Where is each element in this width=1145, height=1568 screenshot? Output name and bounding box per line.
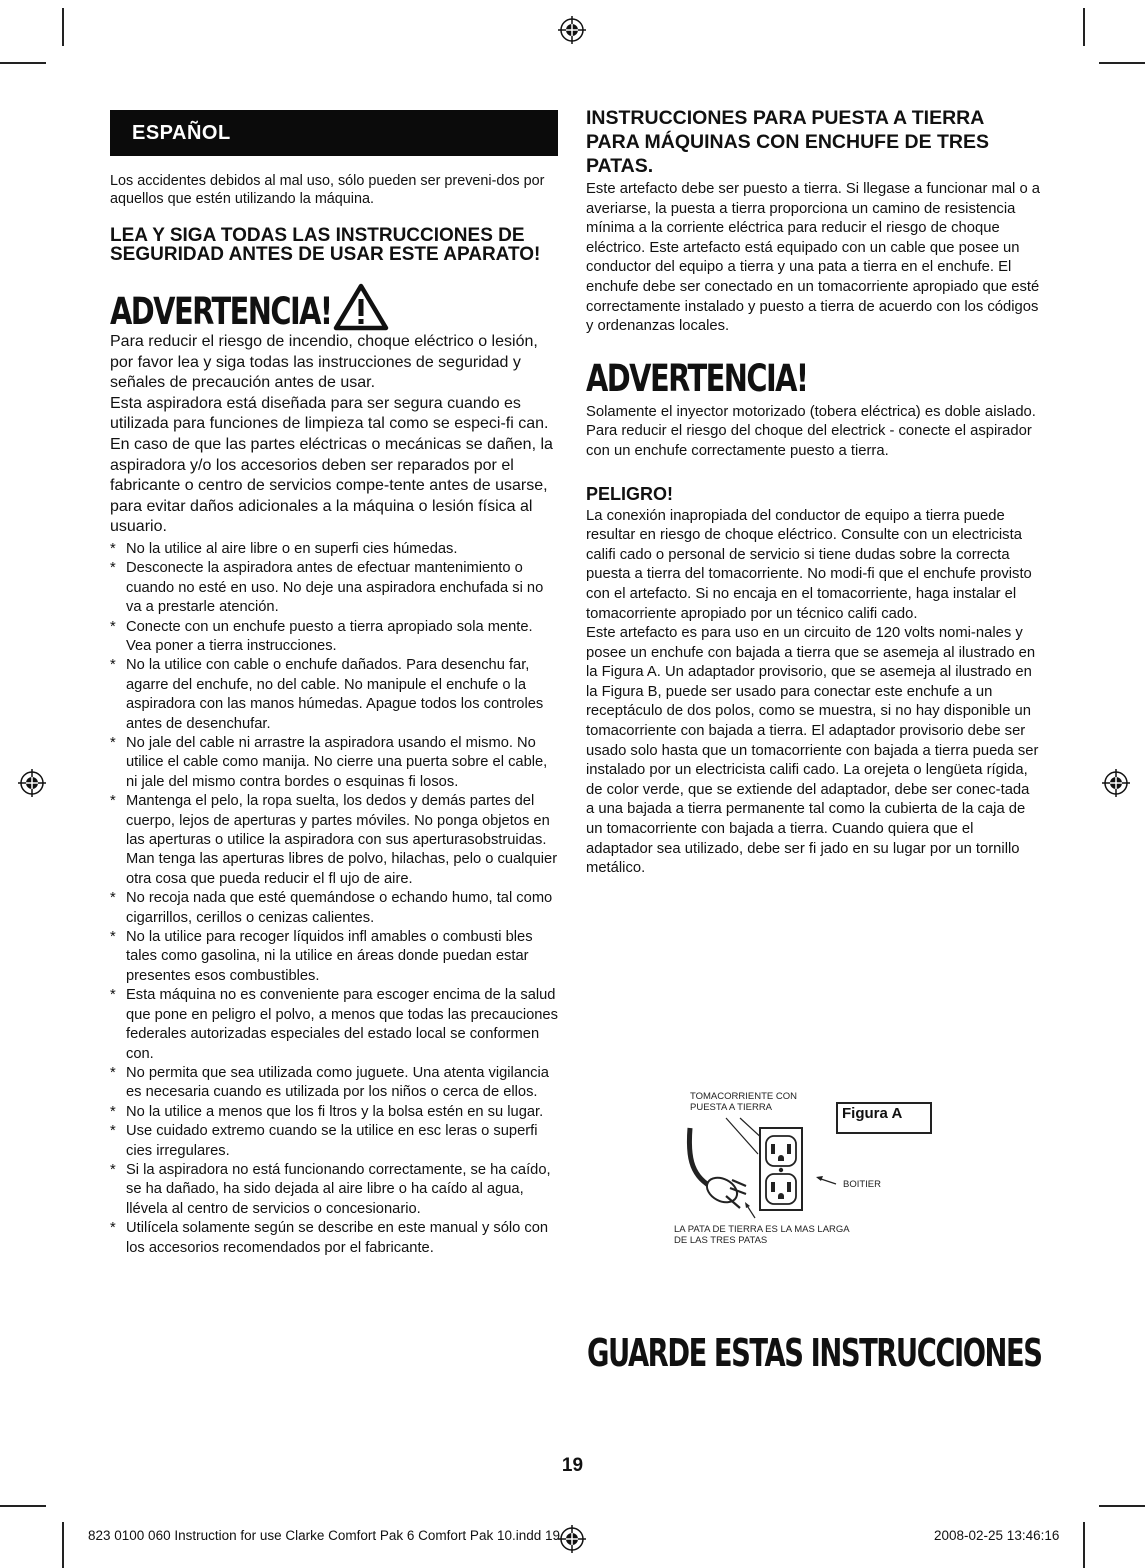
list-item: * No permita que sea utilizada como juguete. Una atenta vigilancia es necesaria cuando es utilizada por los niños o cerca de ellos. [110, 1064, 549, 1101]
registration-mark-icon [17, 768, 47, 798]
crop-mark [0, 1505, 46, 1507]
list-item: * Si la aspiradora no está funcionando correctamente, se ha caído, se ha dañado, ha sido dejada al aire libre o ha caído al agua, llévela al centro de servicios o concesionario. [110, 1161, 551, 1217]
footer-datetime: 2008-02-25 13:46:16 [934, 1528, 1060, 1543]
warning-paragraph: Para reducir el riesgo de incendio, choque eléctrico o lesión, por favor lea y siga todas las instrucciones de seguridad y señales de precaución antes de usar. [110, 333, 538, 392]
crop-mark [1083, 8, 1085, 46]
figure-label: Figura A [836, 1102, 932, 1134]
grounding-text: Este artefacto debe ser puesto a tierra. Si llegase a funcionar mal o a averiarse, la puesta a tierra proporciona un camino de resistencia mínima a la corriente eléctrica para reducir el riesgo de choque eléctrico. Este artefacto está equipado con un cable que posee un conductor del equipo a tierra y una pata a tierra en el enchufe. El enchufe debe ser conectado en un tomacorriente apropiado que esté correctamente instalado y puesto a tierra de acuerdo con los códigos y ordenanzas locales. [586, 181, 1041, 335]
adapter-text: Este artefacto es para uso en un circuito de 120 volts nomi-nales y posee un enchufe con bajada a tierra que se asemeja al ilustrado en la Figura A. Un adaptador provisorio, que se asemeja al ilustrado en la Figura B, puede ser usado para conectar este enchufe a un receptáculo de dos polos, como se muestra, si no hay disponible un tomacorriente con bajada a tierra. El adaptador provisorio debe ser usado solo hasta que un tomacorriente con bajada a tierra pueda ser instalado por un electricista califi cado. La orejeta o lengüeta rígida, de color verde, que se extiende del adaptador, debe ser conec-tada a una bajada a tierra permanente tal como la cubierta de la caja de un tomacorriente con bajada a tierra. Cuando quiera que el adaptador sea utilizado, debe ser fi jado en su lugar por un tornillo metálico. [586, 625, 1039, 877]
crop-mark [0, 62, 46, 64]
crop-mark [1099, 1505, 1145, 1507]
warning-text: Solamente el inyector motorizado (tobera eléctrica) es doble aislado. Para reducir el riesgo del choque del electrick - conecte el aspirador con un enchufe correctamente puesto a tierra. [586, 403, 1036, 459]
danger-text: La conexión inapropiada del conductor de equipo a tierra puede resultar en riesgo de choque eléctrico. Consulte con un electricista califi cado o personal de servicio si tiene dudas sobre la correcta puesta a tierra del tomacorriente. No modi-fi que el enchufe provisto con el artefacto. Si no encaja en el tomacorriente, haga instalar el tomacorriente apropiado por un técnico califi cado. [586, 507, 1032, 622]
registration-mark-icon [557, 15, 587, 45]
outlet-label: TOMACORRIENTE CON PUESTA A TIERRA [690, 1091, 797, 1113]
crop-mark [62, 8, 64, 46]
list-item: * Conecte con un enchufe puesto a tierra apropiado sola mente. Vea poner a tierra instrucciones. [110, 618, 533, 654]
grounding-heading: INSTRUCCIONES PARA PUESTA A TIERRA PARA MÁQUINAS CON ENCHUFE DE TRES PATAS. [586, 107, 990, 177]
list-item: * Use cuidado extremo cuando se la utilice en esc leras o superfi cies irregulares. [110, 1123, 538, 1159]
save-instructions-title: GUARDE ESTAS INSTRUCCIONES [587, 1331, 1042, 1375]
warning-row [110, 278, 560, 332]
list-item: * No jale del cable ni arrastre la aspiradora usando el mismo. No utilice el cable como manija. No cierre una puerta sobre el cable, ni jale del mismo contra bordes o esquinas fi losos. [110, 735, 548, 790]
left-column [110, 110, 560, 1258]
crop-mark [1083, 1522, 1085, 1568]
safety-heading: LEA Y SIGA TODAS LAS INSTRUCCIONES DE SEGURIDAD ANTES DE USAR ESTE APARATO! [110, 225, 541, 265]
list-item: * Desconecte la aspiradora antes de efectuar mantenimiento o cuando no esté en uso. No deje una aspiradora enchufada si no va a prestarle atención. [110, 560, 544, 616]
danger-title: PELIGRO! [586, 483, 674, 504]
list-item: * No recoja nada que esté quemándose o echando humo, tal como cigarrillos, cerillos o cenizas calientes. [110, 890, 553, 926]
right-column [586, 106, 1041, 879]
footer-file-info: 823 0100 060 Instruction for use Clarke Comfort Pak 6 Comfort Pak 10.indd 19 [88, 1528, 561, 1543]
page-number: 19 [561, 1455, 584, 1476]
figure-a [670, 1088, 960, 1258]
pin-label: LA PATA DE TIERRA ES LA MAS LARGA DE LAS TRES PATAS [674, 1224, 850, 1246]
warning-row [586, 356, 1041, 401]
design-paragraph: Esta aspiradora está diseñada para ser segura cuando es utilizada para funciones de limpieza tal como se especi-fi can. En caso de que las partes eléctricas o mecánicas se dañen, la aspiradora y/o los accesorios deben ser reparados por el fabricante o centro de servicios compe-tente antes de usarse, para evitar daños adicionales a la máquina o lesión física al usuario. [110, 394, 553, 536]
registration-mark-icon [1101, 768, 1131, 798]
warning-title: ADVERTENCIA! [586, 356, 808, 400]
crop-mark [1099, 62, 1145, 64]
grounded-outlet-illustration [680, 1114, 860, 1220]
list-item: * No la utilice con cable o enchufe dañados. Para desenchu far, agarre del enchufe, no del cable. No manipule el enchufe o la aspiradora con las manos húmedas. Apague todos los controles antes de desenchufar. [110, 657, 544, 732]
warning-title: ADVERTENCIA! [110, 290, 332, 333]
crop-mark [62, 1522, 64, 1568]
intro-text: Los accidentes debidos al mal uso, sólo pueden ser preveni-dos por aquellos que estén utilizando la máquina. [110, 173, 545, 207]
list-item: * No la utilice a menos que los fi ltros y la bolsa estén en su lugar. [110, 1103, 544, 1120]
list-item: * No la utilice al aire libre o en superfi cies húmedas. [110, 540, 458, 557]
list-item: * Esta máquina no es conveniente para escoger encima de la salud que pone en peligro el polvo, a menos que todas las precauciones federales autorizadas especiales del estado local se conformen con. [110, 987, 558, 1062]
warning-triangle-icon [332, 282, 390, 332]
registration-mark-icon [557, 1524, 587, 1554]
list-item: * Utilícela solamente según se describe en este manual y sólo con los accesorios recomendados por el fabricante. [110, 1220, 549, 1256]
box-label: BOITIER [843, 1179, 882, 1190]
safety-list [110, 540, 560, 1258]
language-header: ESPAÑOL [110, 110, 558, 156]
list-item: * Mantenga el pelo, la ropa suelta, los dedos y demás partes del cuerpo, lejos de aperturas y partes móviles. No ponga objetos en las aperturas o utilice la aspiradora con sus aperturasobstruidas. Man tenga las aperturas libres de polvo, hilachas, pelo o cualquier otra cosa que pueda reducir el fl ujo de aire. [110, 793, 558, 887]
list-item: * No la utilice para recoger líquidos infl amables o combusti bles tales como gasolina, ni la utilice en áreas donde puedan estar presentes esos combustibles. [110, 929, 533, 984]
